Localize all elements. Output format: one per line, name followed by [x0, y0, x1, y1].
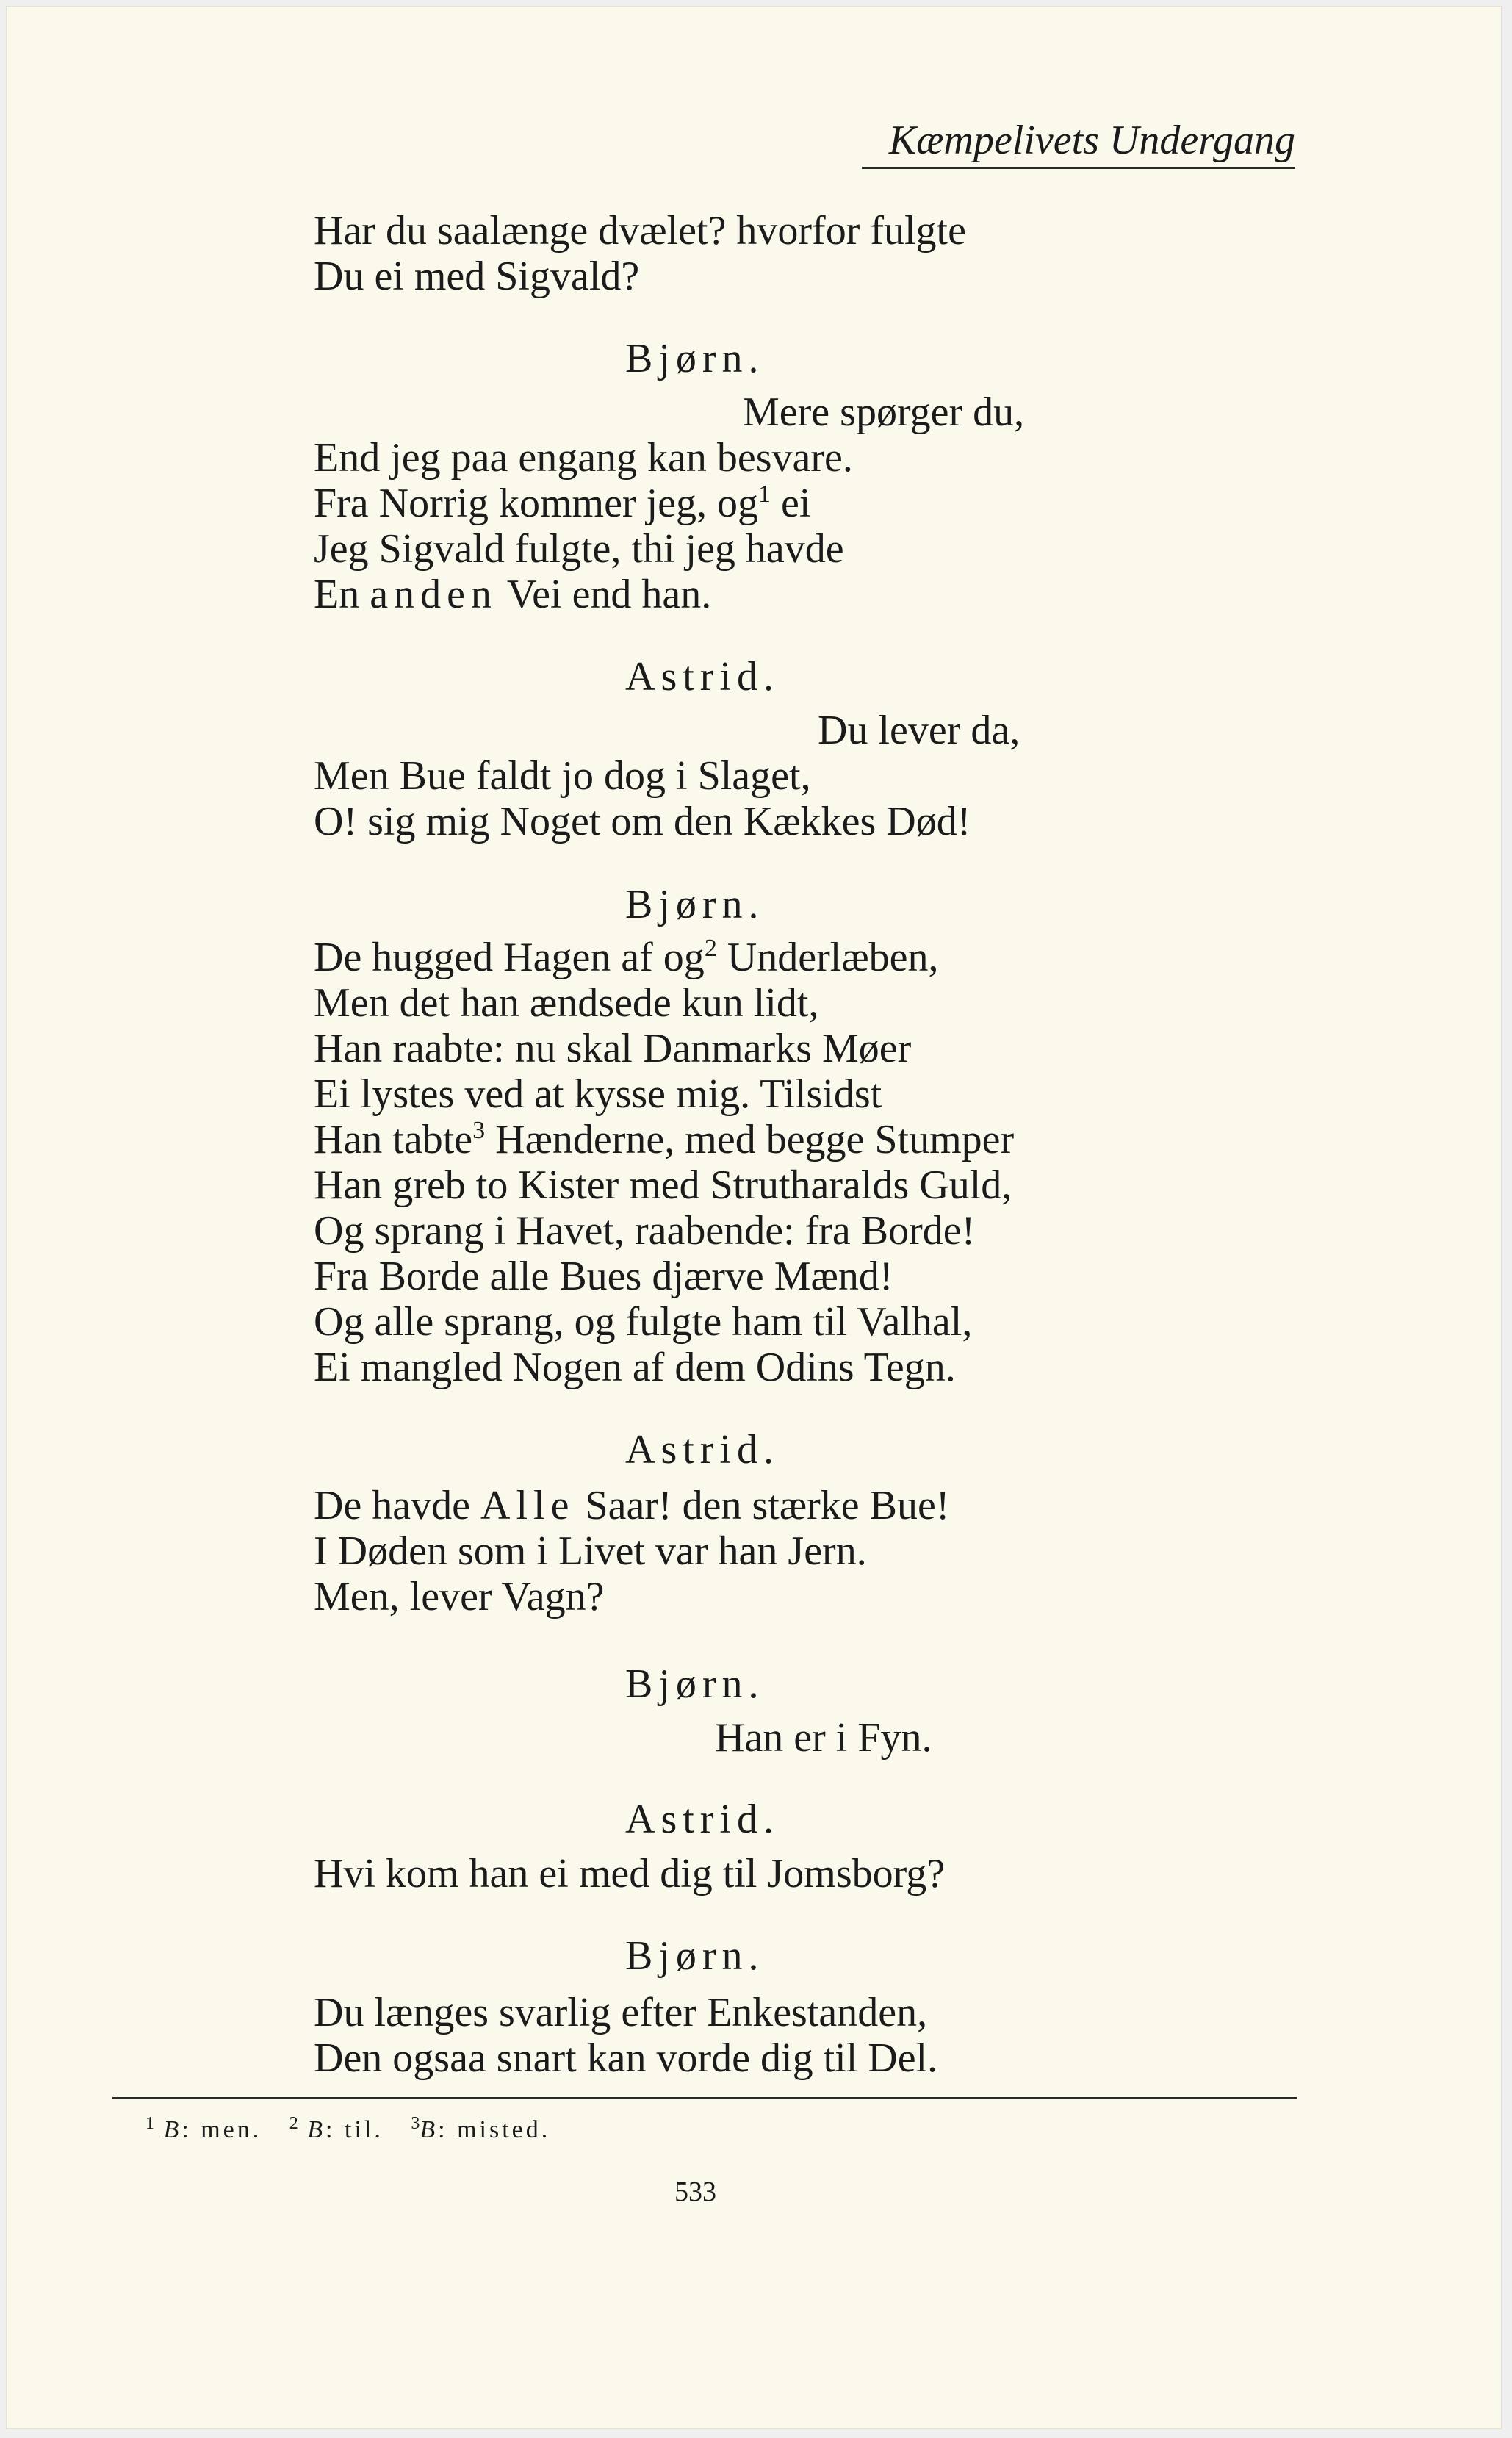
speaker-name: Astrid. — [625, 654, 780, 700]
verse-text: Saar! den stærke Bue! — [575, 1483, 950, 1528]
verse-line: Jeg Sigvald fulgte, thi jeg havde — [314, 526, 844, 572]
footnote-ref: 3 — [472, 1117, 486, 1144]
verse-line: Har du saalænge dvælet? hvorfor fulgte — [314, 208, 966, 253]
verse-text: De hugged Hagen af og — [314, 935, 705, 980]
verse-text: Vei end han. — [497, 572, 712, 617]
spaced-emphasis: Alle — [480, 1483, 575, 1528]
verse-line: Hvi kom han ei med dig til Jomsborg? — [314, 1851, 946, 1896]
verse-line — [314, 935, 939, 980]
verse-line — [314, 481, 810, 526]
verse-line: Du længes svarlig efter Enkestanden, — [314, 1990, 928, 2035]
verse-text: Fra Norrig kommer jeg, og — [314, 481, 758, 526]
footnote-text: : misted. — [438, 2116, 551, 2143]
verse-text: En — [314, 572, 370, 617]
verse-line: Ei lystes ved at kysse mig. Tilsidst — [314, 1071, 882, 1117]
verse-line — [314, 572, 711, 617]
speaker-name: Bjørn. — [625, 1661, 765, 1707]
speaker-name: Astrid. — [625, 1427, 780, 1472]
verse-text: De havde — [314, 1483, 481, 1528]
speaker-name: Bjørn. — [625, 336, 765, 381]
verse-line: Mere spørger du, — [743, 389, 1025, 435]
verse-line: Han raabte: nu skal Danmarks Møer — [314, 1026, 912, 1071]
verse-line: End jeg paa engang kan besvare. — [314, 435, 853, 481]
footnote-text: : til. — [325, 2116, 384, 2143]
book-page — [6, 6, 1502, 2429]
footnote-source: B — [163, 2116, 182, 2143]
verse-line: Den ogsaa snart kan vorde dig til Del. — [314, 2035, 938, 2081]
footnote-number: 1 — [145, 2114, 154, 2133]
footnote-text: : men. — [181, 2116, 262, 2143]
verse-text: Hænderne, med begge Stumper — [485, 1117, 1015, 1162]
footnote-ref: 1 — [757, 481, 771, 508]
footnote — [145, 2116, 262, 2143]
verse-line: Du ei med Sigvald? — [314, 253, 640, 299]
speaker-name: Bjørn. — [625, 882, 765, 927]
verse-line: Men Bue faldt jo dog i Slaget, — [314, 753, 811, 799]
verse-text: ei — [770, 481, 811, 526]
footnotes — [145, 2112, 550, 2148]
footnote-ref: 2 — [704, 935, 717, 962]
page-number: 533 — [674, 2176, 716, 2207]
verse-line: Du lever da, — [818, 708, 1020, 753]
verse-line: Han greb to Kister med Strutharalds Guld, — [314, 1162, 1012, 1208]
verse-text: Han tabte — [314, 1117, 473, 1162]
spaced-emphasis: anden — [370, 572, 497, 617]
verse-line: Og alle sprang, og fulgte ham til Valhal, — [314, 1299, 973, 1345]
verse-line: Han er i Fyn. — [715, 1715, 932, 1761]
footnote-rule — [112, 2097, 1297, 2099]
verse-line: Men det han ændsede kun lidt, — [314, 980, 819, 1026]
running-head: Kæmpelivets Undergang — [888, 118, 1295, 163]
footnote-number: 2 — [289, 2114, 298, 2133]
verse-line: O! sig mig Noget om den Kækkes Død! — [314, 799, 971, 844]
speaker-name: Bjørn. — [625, 1933, 765, 1979]
footnote-source: B — [420, 2116, 439, 2143]
header-rule — [862, 167, 1295, 169]
verse-line: Ei mangled Nogen af dem Odins Tegn. — [314, 1345, 956, 1390]
verse-line — [314, 1117, 1014, 1162]
verse-text: Underlæben, — [716, 935, 939, 980]
footnote-source: B — [307, 2116, 326, 2143]
footnote — [289, 2116, 384, 2143]
verse-line: Og sprang i Havet, raabende: fra Borde! — [314, 1208, 976, 1254]
footnote-number: 3 — [411, 2114, 420, 2133]
verse-line — [314, 1483, 950, 1528]
verse-line: Fra Borde alle Bues djærve Mænd! — [314, 1254, 893, 1299]
speaker-name: Astrid. — [625, 1797, 780, 1842]
footnote — [411, 2116, 550, 2143]
verse-line: Men, lever Vagn? — [314, 1574, 605, 1619]
verse-line: I Døden som i Livet var han Jern. — [314, 1528, 867, 1574]
